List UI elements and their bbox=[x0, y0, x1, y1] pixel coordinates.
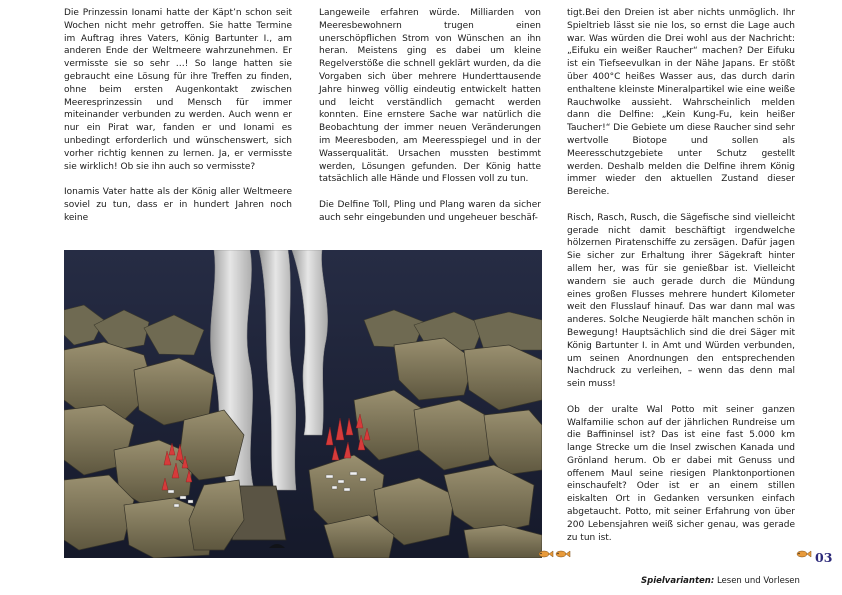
text-column-2 bbox=[319, 7, 541, 237]
footer-caption-text: Lesen und Vorlesen bbox=[716, 576, 800, 586]
text-column-3 bbox=[567, 7, 795, 557]
paragraph: tigt.Bei den Dreien ist aber nichts unmöglich. Ihr Spieltrieb lässt sie nie los, so ernst die Lage auch war. Was würden die Drei wohl aus der Nachricht: „Eifuku ein weißer Raucher“ machen? Der Eifuku ist ein Tiefseevulkan in der Nähe Japans. Er stößt über 400°C heißes Wasser aus, das durch darin enthaltene kleinste Mineralpartikel wie eine weiße Rauchwolke aussieht. Wahrscheinlich melden dann die Delfine: „Kein Kung-Fu, kein heißer Taucher!“ Die Gebiete um diese Raucher sind sehr wertvolle Biotope und sollen als Meeresschutzgebiete unter Schutz gestellt werden. Deshalb melden die Delfine ihrem König immer wieder den aktuellen Zustand dieser Bereiche. bbox=[567, 8, 795, 198]
fish-icon bbox=[796, 549, 812, 559]
paragraph: Die Prinzessin Ionami hatte der Käpt’n schon seit Wochen nicht mehr getroffen. Sie hatte Termine im Auftrag ihres Vaters, König Bartunter I., am anderen Ende der Weltmeere wahrzunehmen. Er vermisste sie so sehr …! So lange hatten sie gebraucht eine Lösung für ihre Treffen zu finden, ohne beim ersten Augenkontakt zwischen Meeresprinzessin und Mensch für immer miteinander verbunden zu werden. Auch wenn er nur ein Pirat war, fanden er und Ionami es unbedingt erforderlich und wünschenswert, sich vorher richtig kennen zu lernen. Ja, er vermisste sie wirklich! Ob sie ihn auch so vermisste? bbox=[64, 8, 292, 172]
page-number: 03 bbox=[815, 550, 833, 565]
paragraph: Langeweile erfahren würde. Milliarden von Meeresbewohnern trugen einen unerschöpflichen Strom von Wünschen an ihn heran. Meistens ging es dabei um kleine Regelverstöße die schnell geklärt wurden, da die Vorgaben sich über mehrere Hunderttausende Jahre hinweg völlig eindeutig entwickelt hatten und leicht verständlich gemacht werden konnten. Eine ernstere Sache war natürlich die Beobachtung der immer neuen Veränderungen im Meeresboden, am Meeresspiegel und in der Wasserqualität. Ursachen mussten bestimmt werden, Lösungen gefunden. Der König hatte tatsächlich alle Hände und Flossen voll zu tun. bbox=[319, 8, 541, 185]
footer-caption-label: Spielvarianten: bbox=[641, 576, 715, 586]
fish-icon bbox=[538, 549, 572, 559]
deep-sea-smoker-illustration bbox=[64, 250, 542, 558]
footer-caption bbox=[641, 576, 800, 586]
paragraph: Ionamis Vater hatte als der König aller Weltmeere soviel zu tun, dass er in hundert Jahren noch keine bbox=[64, 187, 292, 223]
paragraph: Ob der uralte Wal Potto mit seiner ganzen Walfamilie schon auf der jährlichen Rundreise um die Baffininsel ist? Das ist eine fast 5.000 km lange Strecke um die Insel zwischen Kanada und Grönland herum. Ob er dabei mit Genuss und offenem Maul seine riesigen Planktonportionen einschaufelt? Oder ist er an einem stillen eiskalten Ort in Gedanken versunken einfach abgetaucht. Potto, mit seiner Erfahrung von über 200 Lebensjahren weiß sicher genau, was gerade zu tun ist. bbox=[567, 404, 795, 543]
paragraph: Die Delfine Toll, Pling und Plang waren da sicher auch sehr eingebunden und ungeheuer beschäf- bbox=[319, 199, 541, 223]
text-column-1 bbox=[64, 7, 292, 237]
paragraph: Risch, Rasch, Rusch, die Sägefische sind vielleicht gerade nicht damit beschäftigt irgendwelche hölzernen Piratenschiffe zu zersägen. Dafür jagen Sie sicher zur Erhaltung ihrer Sägekraft hinter allem her, was für sie genießbar ist. Vielleicht wandern sie auch gerade durch die Mündung eines großen Flusses mehrere hundert Kilometer weit den Flusslauf hinauf. Das war dann mal was anderes. Solche Neugierde hält manchen schön in Bewegung! Hauptsächlich sind die drei Säger mit König Bartunter I. in Amt und Würden verbunden, um seinen Anordnungen den entsprechenden Nachdruck zu verleihen, – wenn das denn mal sein muss! bbox=[567, 212, 795, 390]
